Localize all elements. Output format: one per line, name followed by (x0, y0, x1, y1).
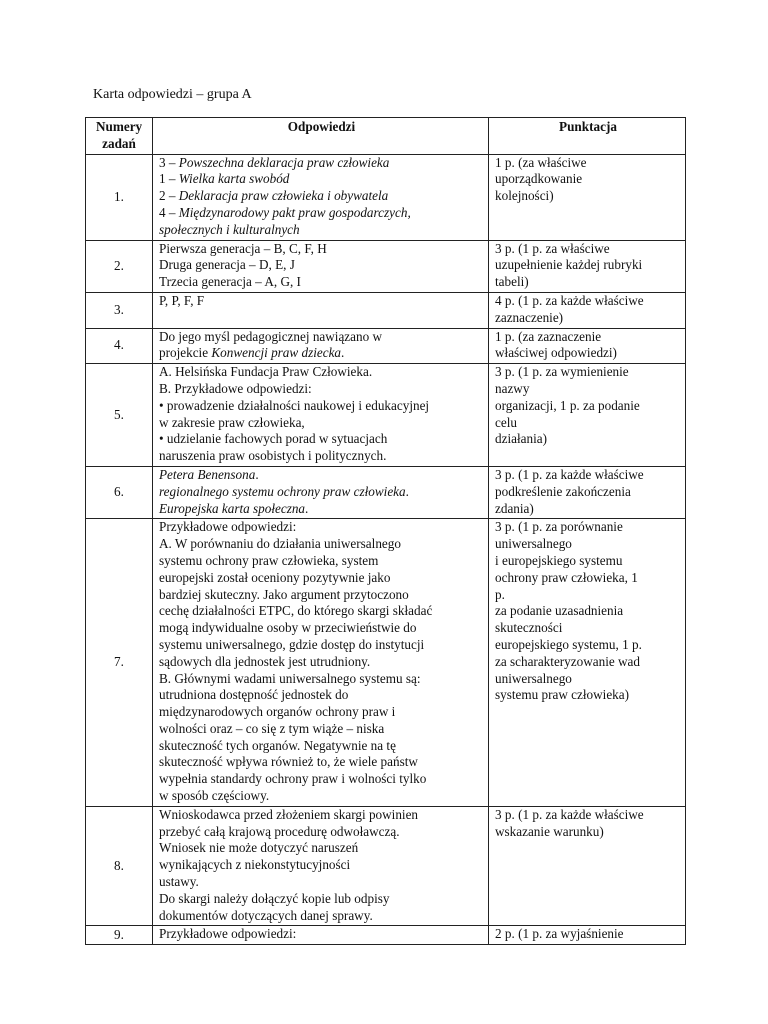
answer-cell (153, 240, 489, 292)
answer-line (159, 467, 484, 484)
answer-text: Wniosek nie może dotyczyć naruszeń (159, 840, 359, 856)
answer-line (159, 721, 484, 738)
answer-text: w zakresie praw człowieka, (159, 414, 305, 430)
answer-text: 3 – (159, 154, 179, 170)
document-title: Karta odpowiedzi – grupa A (93, 87, 252, 102)
answer-text: Przykładowe odpowiedzi: (159, 519, 297, 535)
score-line: zaznaczenie) (495, 309, 564, 325)
answer-text: ustawy. (159, 874, 199, 890)
score-line: za podanie uzasadnienia (495, 603, 624, 619)
answer-line (159, 345, 484, 362)
score-line: nazwy (495, 380, 530, 396)
answer-text: naruszenia praw osobistych i politycznych. (159, 448, 387, 464)
answer-line (159, 620, 484, 637)
answer-line (159, 738, 484, 755)
answer-text: . (341, 345, 345, 361)
answer-text: Trzecia generacja – A, G, I (159, 274, 301, 290)
score-cell (489, 466, 686, 518)
answer-line (159, 788, 484, 805)
table-row (86, 519, 686, 807)
answer-text: europejski został oceniony pozytywnie jako (159, 569, 391, 585)
answer-cell (153, 926, 489, 945)
table-row (86, 240, 686, 292)
task-number: 8. (86, 806, 153, 926)
answer-text: Przykładowe odpowiedzi: (159, 926, 297, 942)
answer-line (159, 704, 484, 721)
answer-line (159, 807, 484, 824)
answer-line (159, 754, 484, 771)
answer-text: B. Głównymi wadami uniwersalnego systemu są: (159, 670, 421, 686)
answer-line (159, 570, 484, 587)
task-number: 7. (86, 519, 153, 807)
task-number: 4. (86, 328, 153, 364)
answer-line (159, 257, 484, 274)
answer-text: • prowadzenie działalności naukowej i edukacyjnej (159, 397, 430, 413)
answer-text: Powszechna deklaracja praw człowieka (178, 154, 390, 170)
answer-line (159, 448, 484, 465)
score-cell (489, 154, 686, 240)
answer-text: projekcie (159, 345, 212, 361)
answer-text: międzynarodowych organów ochrony praw i (159, 704, 396, 720)
score-cell (489, 240, 686, 292)
answer-line (159, 188, 484, 205)
score-line: 1 p. (za zaznaczenie (495, 328, 602, 344)
answer-line (159, 519, 484, 536)
answer-text: B. Przykładowe odpowiedzi: (159, 380, 312, 396)
answer-line (159, 840, 484, 857)
score-line: 3 p. (1 p. za właściwe (495, 240, 610, 256)
answer-text: sądowych dla jednostek jest utrudniony. (159, 653, 371, 669)
answer-line (159, 171, 484, 188)
task-number: 3. (86, 292, 153, 328)
task-number: 6. (86, 466, 153, 518)
header-task-numbers: Numery zadań (86, 118, 153, 155)
table-row (86, 364, 686, 467)
score-line: wskazanie warunku) (495, 823, 604, 839)
table-body (86, 154, 686, 945)
score-line: uporządkowanie (495, 171, 583, 187)
answer-cell (153, 519, 489, 807)
score-line: 2 p. (1 p. za wyjaśnienie (495, 926, 624, 942)
answer-line (159, 329, 484, 346)
answer-text: Wnioskodawca przed złożeniem skargi powinien (159, 806, 419, 822)
answer-text: skuteczność wpływa również to, że wiele państw (159, 754, 418, 770)
answer-text: 1 – (159, 171, 179, 187)
score-line: celu (495, 414, 517, 430)
answer-text: systemu ochrony praw człowieka, system (159, 552, 379, 568)
answer-cell (153, 466, 489, 518)
answer-line (159, 637, 484, 654)
answer-line (159, 654, 484, 671)
score-line: uniwersalnego (495, 536, 572, 552)
answer-text: Druga generacja – D, E, J (159, 257, 295, 273)
answer-text: wypełnia standardy ochrony praw i wolności tylko (159, 771, 427, 787)
answer-cell (153, 364, 489, 467)
answer-text: A. W porównaniu do działania uniwersalnego (159, 536, 401, 552)
score-line: właściwej odpowiedzi) (495, 345, 617, 361)
answer-line (159, 381, 484, 398)
answer-line (159, 874, 484, 891)
task-number: 1. (86, 154, 153, 240)
answer-line (159, 364, 484, 381)
table-header-row (86, 118, 686, 155)
answer-cell (153, 154, 489, 240)
answer-text: systemu uniwersalnego, gdzie dostęp do instytucji (159, 636, 425, 652)
answer-cell (153, 328, 489, 364)
answer-text: wolności oraz – co się z tym wiąże – niska (159, 720, 385, 736)
header-scoring: Punktacja (489, 118, 686, 155)
answer-text: mogą indywidualne osoby w przeciwieństwie do (159, 620, 417, 636)
score-cell (489, 292, 686, 328)
score-line: 1 p. (za właściwe (495, 154, 587, 170)
score-line: 3 p. (1 p. za każde właściwe (495, 466, 644, 482)
answer-text: Europejska karta społeczna (159, 500, 306, 516)
answer-text: skuteczność tych organów. Negatywnie na tę (159, 737, 396, 753)
answer-text: A. Helsińska Fundacja Praw Człowieka. (159, 364, 373, 380)
task-number: 2. (86, 240, 153, 292)
score-line: 3 p. (1 p. za porównanie (495, 519, 623, 535)
answer-line (159, 431, 484, 448)
score-line: tabeli) (495, 274, 529, 290)
answer-line (159, 926, 484, 943)
answer-text: Do jego myśl pedagogicznej nawiązano w (159, 328, 383, 344)
answer-text: • udzielanie fachowych porad w sytuacjach (159, 431, 388, 447)
answer-text: utrudniona dostępność jednostek do (159, 687, 349, 703)
answer-line (159, 274, 484, 291)
score-line: skuteczności (495, 620, 563, 636)
answer-line (159, 587, 484, 604)
score-line: organizacji, 1 p. za podanie (495, 397, 640, 413)
score-line: ochrony praw człowieka, 1 (495, 569, 638, 585)
answer-text: dokumentów dotyczących danej sprawy. (159, 907, 373, 923)
answer-text: przebyć całą krajową procedurę odwoławczą. (159, 823, 400, 839)
score-cell (489, 328, 686, 364)
answer-line (159, 553, 484, 570)
score-line: za scharakteryzowanie wad (495, 653, 640, 669)
table-row (86, 292, 686, 328)
score-line: 3 p. (1 p. za wymienienie (495, 364, 629, 380)
score-cell (489, 926, 686, 945)
score-line: kolejności) (495, 188, 554, 204)
answer-line (159, 908, 484, 925)
score-line: europejskiego systemu, 1 p. (495, 636, 642, 652)
answer-line (159, 415, 484, 432)
answer-text: Petera Benensona (159, 466, 256, 482)
task-number: 9. (86, 926, 153, 945)
score-line: zdania) (495, 500, 534, 516)
answer-line (159, 857, 484, 874)
answer-line (159, 671, 484, 688)
score-line: uzupełnienie każdej rubryki (495, 257, 643, 273)
answer-text: Do skargi należy dołączyć kopie lub odpisy (159, 890, 390, 906)
answer-text: cechę działalności ETPC, do którego skargi składać (159, 603, 433, 619)
answer-cell (153, 292, 489, 328)
answer-line (159, 205, 484, 222)
score-cell (489, 519, 686, 807)
answer-text: . (305, 500, 309, 516)
answer-line (159, 293, 484, 310)
answer-text: Międzynarodowy pakt praw gospodarczych, (178, 204, 411, 220)
table-row (86, 154, 686, 240)
score-line: systemu praw człowieka) (495, 687, 630, 703)
score-cell (489, 364, 686, 467)
answer-text: Pierwsza generacja – B, C, F, H (159, 240, 327, 256)
score-line: p. (495, 586, 505, 602)
answer-text: Konwencji praw dziecka (211, 345, 342, 361)
answer-text: bardziej skuteczny. Jako argument przytoczono (159, 586, 409, 602)
answer-text: . (405, 483, 409, 499)
table-row (86, 806, 686, 926)
score-line: działania) (495, 431, 547, 447)
answer-line (159, 501, 484, 518)
table-row (86, 328, 686, 364)
answer-text: P, P, F, F (159, 292, 205, 308)
answer-line (159, 222, 484, 239)
answer-text: 2 – (159, 188, 179, 204)
answer-text: w sposób częściowy. (159, 788, 270, 804)
answer-table (85, 117, 686, 945)
score-line: uniwersalnego (495, 670, 572, 686)
table-row (86, 466, 686, 518)
answer-text: regionalnego systemu ochrony praw człowieka (159, 483, 406, 499)
score-cell (489, 806, 686, 926)
answer-line (159, 603, 484, 620)
table-row (86, 926, 686, 945)
answer-text: wynikających z niekonstytucyjności (159, 857, 351, 873)
answer-text: Wielka karta swobód (178, 171, 290, 187)
answer-line (159, 771, 484, 788)
score-line: 4 p. (1 p. za każde właściwe (495, 292, 644, 308)
answer-line (159, 155, 484, 172)
answer-line (159, 687, 484, 704)
score-line: podkreślenie zakończenia (495, 483, 631, 499)
answer-line (159, 824, 484, 841)
answer-text: . (255, 466, 259, 482)
answer-line (159, 398, 484, 415)
answer-line (159, 536, 484, 553)
answer-text: 4 – (159, 204, 179, 220)
answer-cell (153, 806, 489, 926)
answer-line (159, 484, 484, 501)
score-line: i europejskiego systemu (495, 552, 623, 568)
answer-line (159, 241, 484, 258)
header-answers: Odpowiedzi (153, 118, 489, 155)
answer-line (159, 891, 484, 908)
answer-text: Deklaracja praw człowieka i obywatela (178, 188, 389, 204)
task-number: 5. (86, 364, 153, 467)
answer-text: społecznych i kulturalnych (159, 221, 300, 237)
score-line: 3 p. (1 p. za każde właściwe (495, 806, 644, 822)
